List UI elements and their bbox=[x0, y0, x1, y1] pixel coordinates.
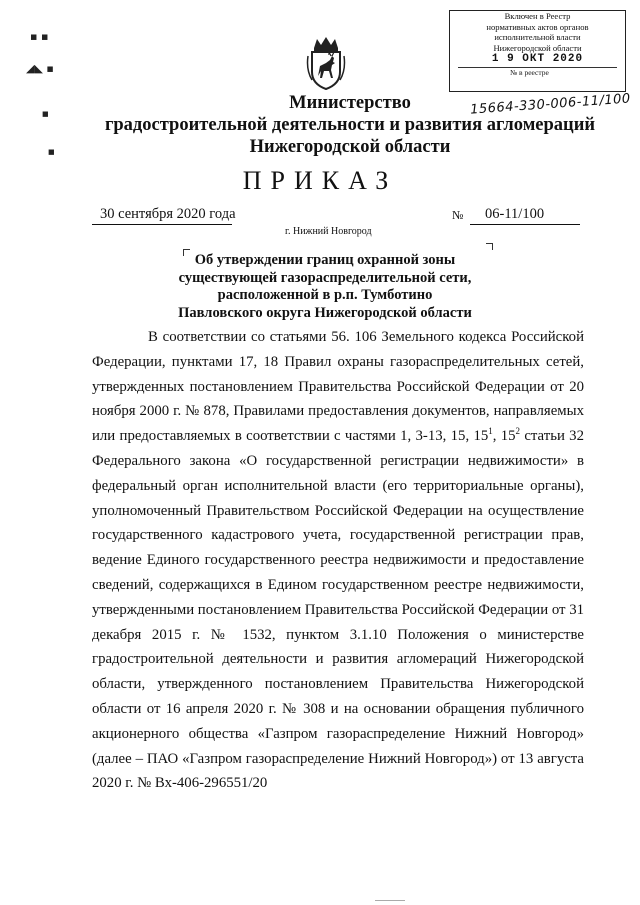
preamble-paragraph bbox=[92, 325, 584, 796]
handwritten-registry-number: 15664-330-006-11/100 bbox=[469, 91, 632, 118]
order-number: 06-11/100 bbox=[485, 206, 545, 222]
ministry-name-line: Министерство bbox=[289, 93, 411, 113]
stamp-date: 1 9 ОКТ 2020 bbox=[491, 53, 584, 65]
order-title bbox=[170, 252, 480, 322]
document-type: ПРИКАЗ bbox=[242, 166, 398, 195]
paragraph-text: В соответствии со статьями 56. 106 Земельного кодекса Российской Федерации, пунктами 17, 18 Правил охраны газораспределительных сетей, утвержденных постановлением Правительства Российской Федерации от 20 ноября 2000 г. № 878, Правилами предоставления документов, направляемых или предоставляемых в соответствии с частями 1, 3-13, 15, 15 bbox=[92, 329, 584, 445]
number-sign: № bbox=[452, 208, 464, 222]
superscript: 1 bbox=[488, 426, 493, 437]
scan-mark: ◢◣ ▪ bbox=[26, 62, 54, 75]
paragraph-text: статьи 32 Федерального закона «О государственной регистрации недвижимости» в федеральный орган исполнительной власти (его территориальные органы), уполномоченный Правительством Российской Федерации на осуществление государственного кадастрового учета, государственной регистрации прав, ведение Единого государственного реестра недвижимости и предоставление сведений, содержащихся в Едином государственном реестре недвижимости, утвержденными постановлением Правительства Российской Федерации от 31 декабря 2015 г. № 1532, пунктом 3.1.10 Положения о министерстве градостроительной деятельности и развития агломераций Нижегородской области, утвержденного постановлением Правительства Нижегородской области от 16 апреля 2020 г. № 308 и на основании обращения публичного акционерного общества «Газпром газораспределение Нижний Новгород» (далее – ПАО «Газпром газораспределение Нижний Новгород») от 13 августа 2020 г. № Вх-406-296551/20 bbox=[92, 428, 584, 792]
stamp-line: Нижегородской области bbox=[493, 42, 582, 53]
scan-mark bbox=[375, 900, 405, 901]
registry-stamp bbox=[449, 10, 626, 92]
stamp-number-label: № в реестре bbox=[510, 67, 549, 77]
scan-mark: ■ bbox=[48, 148, 55, 156]
stamp-line: нормативных актов органов bbox=[486, 21, 589, 32]
stamp-line: исполнительной власти bbox=[494, 32, 581, 42]
scan-mark: ■ bbox=[42, 110, 49, 118]
paragraph-text: , 15 bbox=[492, 428, 516, 445]
title-line: существующей газораспределительной сети, bbox=[178, 269, 472, 286]
date-underline bbox=[92, 224, 232, 225]
title-corner-mark bbox=[486, 243, 493, 250]
ministry-name-line: градостроительной деятельности и развития агломераций bbox=[104, 115, 596, 135]
number-underline bbox=[470, 224, 580, 225]
city: г. Нижний Новгород bbox=[285, 226, 372, 237]
title-line: расположенной в р.п. Тумботино bbox=[217, 287, 433, 303]
coat-of-arms-icon bbox=[306, 36, 346, 90]
stamp-line: Включен в Реестр bbox=[504, 11, 571, 21]
superscript: 2 bbox=[515, 426, 521, 437]
scan-mark: ▪ ▪ bbox=[30, 30, 49, 43]
order-date: 30 сентября 2020 года bbox=[100, 206, 236, 222]
title-line: Об утверждении границ охранной зоны bbox=[194, 252, 456, 268]
ministry-name-line: Нижегородской области bbox=[249, 137, 451, 157]
title-line: Павловского округа Нижегородской области bbox=[178, 304, 472, 321]
